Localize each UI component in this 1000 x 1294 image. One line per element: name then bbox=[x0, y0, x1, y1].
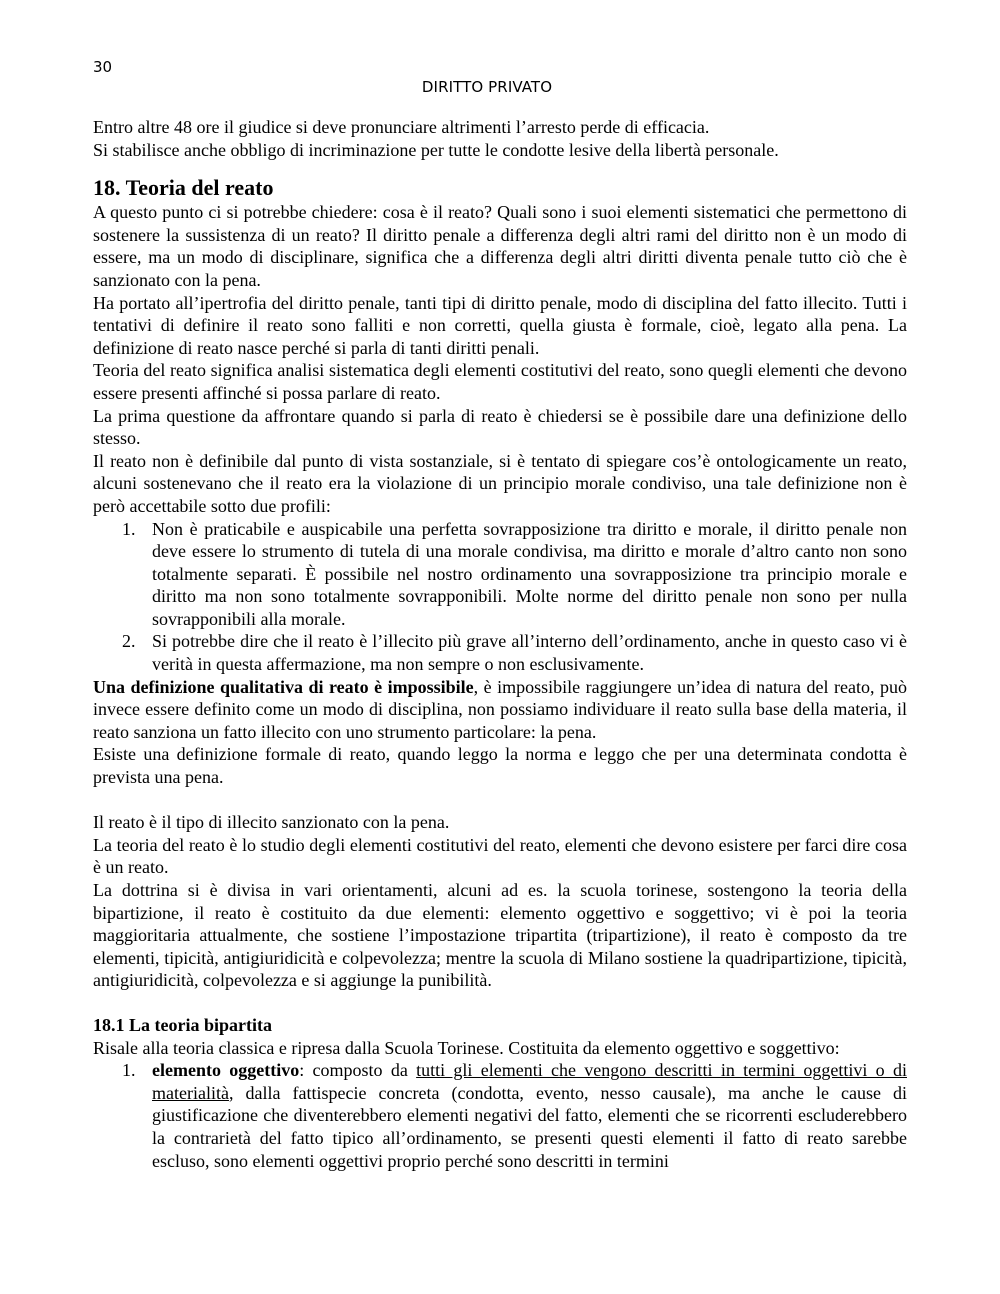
blank-line bbox=[93, 789, 907, 812]
body-paragraph: Esiste una definizione formale di reato, quando leggo la norma e leggo che per una determinata condotta è prevista una pena. bbox=[93, 744, 907, 788]
list-item bbox=[93, 1059, 907, 1172]
running-header: DIRITTO PRIVATO bbox=[421, 78, 553, 96]
body-paragraph: Il reato è il tipo di illecito sanzionato con la pena. bbox=[93, 812, 450, 833]
body-paragraph bbox=[93, 676, 907, 744]
bold-term: elemento oggettivo bbox=[152, 1060, 300, 1081]
list-item bbox=[93, 630, 907, 675]
body-paragraph: La teoria del reato è lo studio degli elementi costitutivi del reato, elementi che devono esistere per farci dire cosa è un reato. bbox=[93, 834, 907, 878]
list-number: 1. bbox=[122, 518, 136, 539]
list-item-text: Non è praticabile e auspicabile una perfetta sovrapposizione tra diritto e morale, il diritto penale non deve essere lo strumento di tutela di una morale condivisa, ma diritto e morale d’altro canto non sono totalmente separati. È possibile nel nostro ordinamento una sovrapposizione tra principio morale e diritto ma non sono totalmente sovrapponibili. Molte norme del diritto penale non sono per nulla sovrapponibili alla morale. bbox=[152, 518, 907, 629]
body-paragraph: Teoria del reato significa analisi sistematica degli elementi costitutivi del reato, sono quegli elementi che devono essere presenti affinché si possa parlare di reato. bbox=[93, 360, 907, 403]
section-heading: 18. Teoria del reato bbox=[93, 175, 274, 201]
list-item-text: : composto da bbox=[299, 1060, 417, 1081]
body-paragraph: La prima questione da affrontare quando si parla di reato è chiedersi se è possibile dare una definizione dello stesso. bbox=[93, 405, 907, 449]
underlined-phrase: tutti gli elementi che vengono descritti in termini oggettivi o di materialità bbox=[152, 1060, 907, 1103]
page-number: 30 bbox=[93, 58, 113, 76]
subsection-heading: 18.1 La teoria bipartita bbox=[93, 1014, 272, 1035]
list-item-text: Si potrebbe dire che il reato è l’illecito più grave all’interno dell’ordinamento, anche in questo caso vi è verità in questa affermazione, ma non sempre o non esclusivamente. bbox=[152, 631, 907, 675]
body-paragraph: La dottrina si è divisa in vari orientamenti, alcuni ad es. la scuola torinese, sostengono la teoria della bipartizione, il reato è costituito da due elementi: elemento oggettivo e soggettivo; vi è poi la teoria maggioritaria attualmente, che sostiene l’impostazione tripartita (tripartizione), il reato è composto da tre elementi, tipicità, antigiuridicità e colpevolezza; mentre la scuola di Milano sostiene la quadripartizione, tipicità, antigiuridicità, colpevolezza e si aggiunge la punibilità. bbox=[93, 880, 907, 991]
intro-paragraph: Entro altre 48 ore il giudice si deve pronunciare altrimenti l’arresto perde di efficacia. bbox=[93, 117, 710, 137]
body-paragraph: Risale alla teoria classica e ripresa dalla Scuola Torinese. Costituita da elemento oggettivo e soggettivo: bbox=[93, 1037, 840, 1058]
paragraph-text: , è impossibile raggiungere un’idea di natura del reato, può invece essere definito come un modo di disciplina, non possiamo individuare il reato sulla base della materia, il reato sanziona un fatto illecito con uno strumento particolare: la pena. bbox=[93, 676, 907, 742]
list-item-text: , dalla fattispecie concreta (condotta, evento, nesso causale), ma anche le cause di giustificazione che diventerebbero elementi negativi del fatto, elementi che se ricorrenti escluderebbero la contrarietà del fatto tipico all’ordinamento, se presenti questi elementi il fatto di reato sarebbe escluso, sono elementi oggettivi proprio perché sono descritti in termini bbox=[152, 1082, 907, 1171]
intro-paragraph: Si stabilisce anche obbligo di incriminazione per tutte le condotte lesive della libertà personale. bbox=[93, 139, 779, 160]
list-item bbox=[93, 518, 907, 631]
bold-phrase: Una definizione qualitativa di reato è impossibile bbox=[93, 676, 474, 697]
list-number: 1. bbox=[122, 1060, 136, 1081]
body-paragraph: Ha portato all’ipertrofia del diritto penale, tanti tipi di diritto penale, modo di disciplina del fatto illecito. Tutti i tentativi di definire il reato sono falliti e non corretti, quella giusta è formale, cioè, legato alla pena. La definizione di reato nasce perché si parla di tanti diritti penali. bbox=[93, 292, 907, 358]
numbered-list bbox=[93, 518, 907, 676]
body-paragraph: Il reato non è definibile dal punto di vista sostanziale, si è tentato di spiegare cos’è ontologicamente un reato, alcuni sostenevano che il reato era la violazione di un principio morale condiviso, una tale definizione non è però accettabile sotto due profili: bbox=[93, 450, 907, 516]
page-body bbox=[93, 116, 907, 1172]
body-paragraph: A questo punto ci si potrebbe chiedere: cosa è il reato? Quali sono i suoi elementi sistematici che permettono di sostenere la sussistenza di un reato? Il diritto penale a differenza degli altri rami del diritto non è un modo di essere, ma un modo di disciplinare, significa che a differenza degli altri diritti diventa penale tutto ciò che è sanzionato con la pena. bbox=[93, 202, 907, 290]
list-number: 2. bbox=[122, 631, 136, 652]
numbered-list bbox=[93, 1059, 907, 1172]
